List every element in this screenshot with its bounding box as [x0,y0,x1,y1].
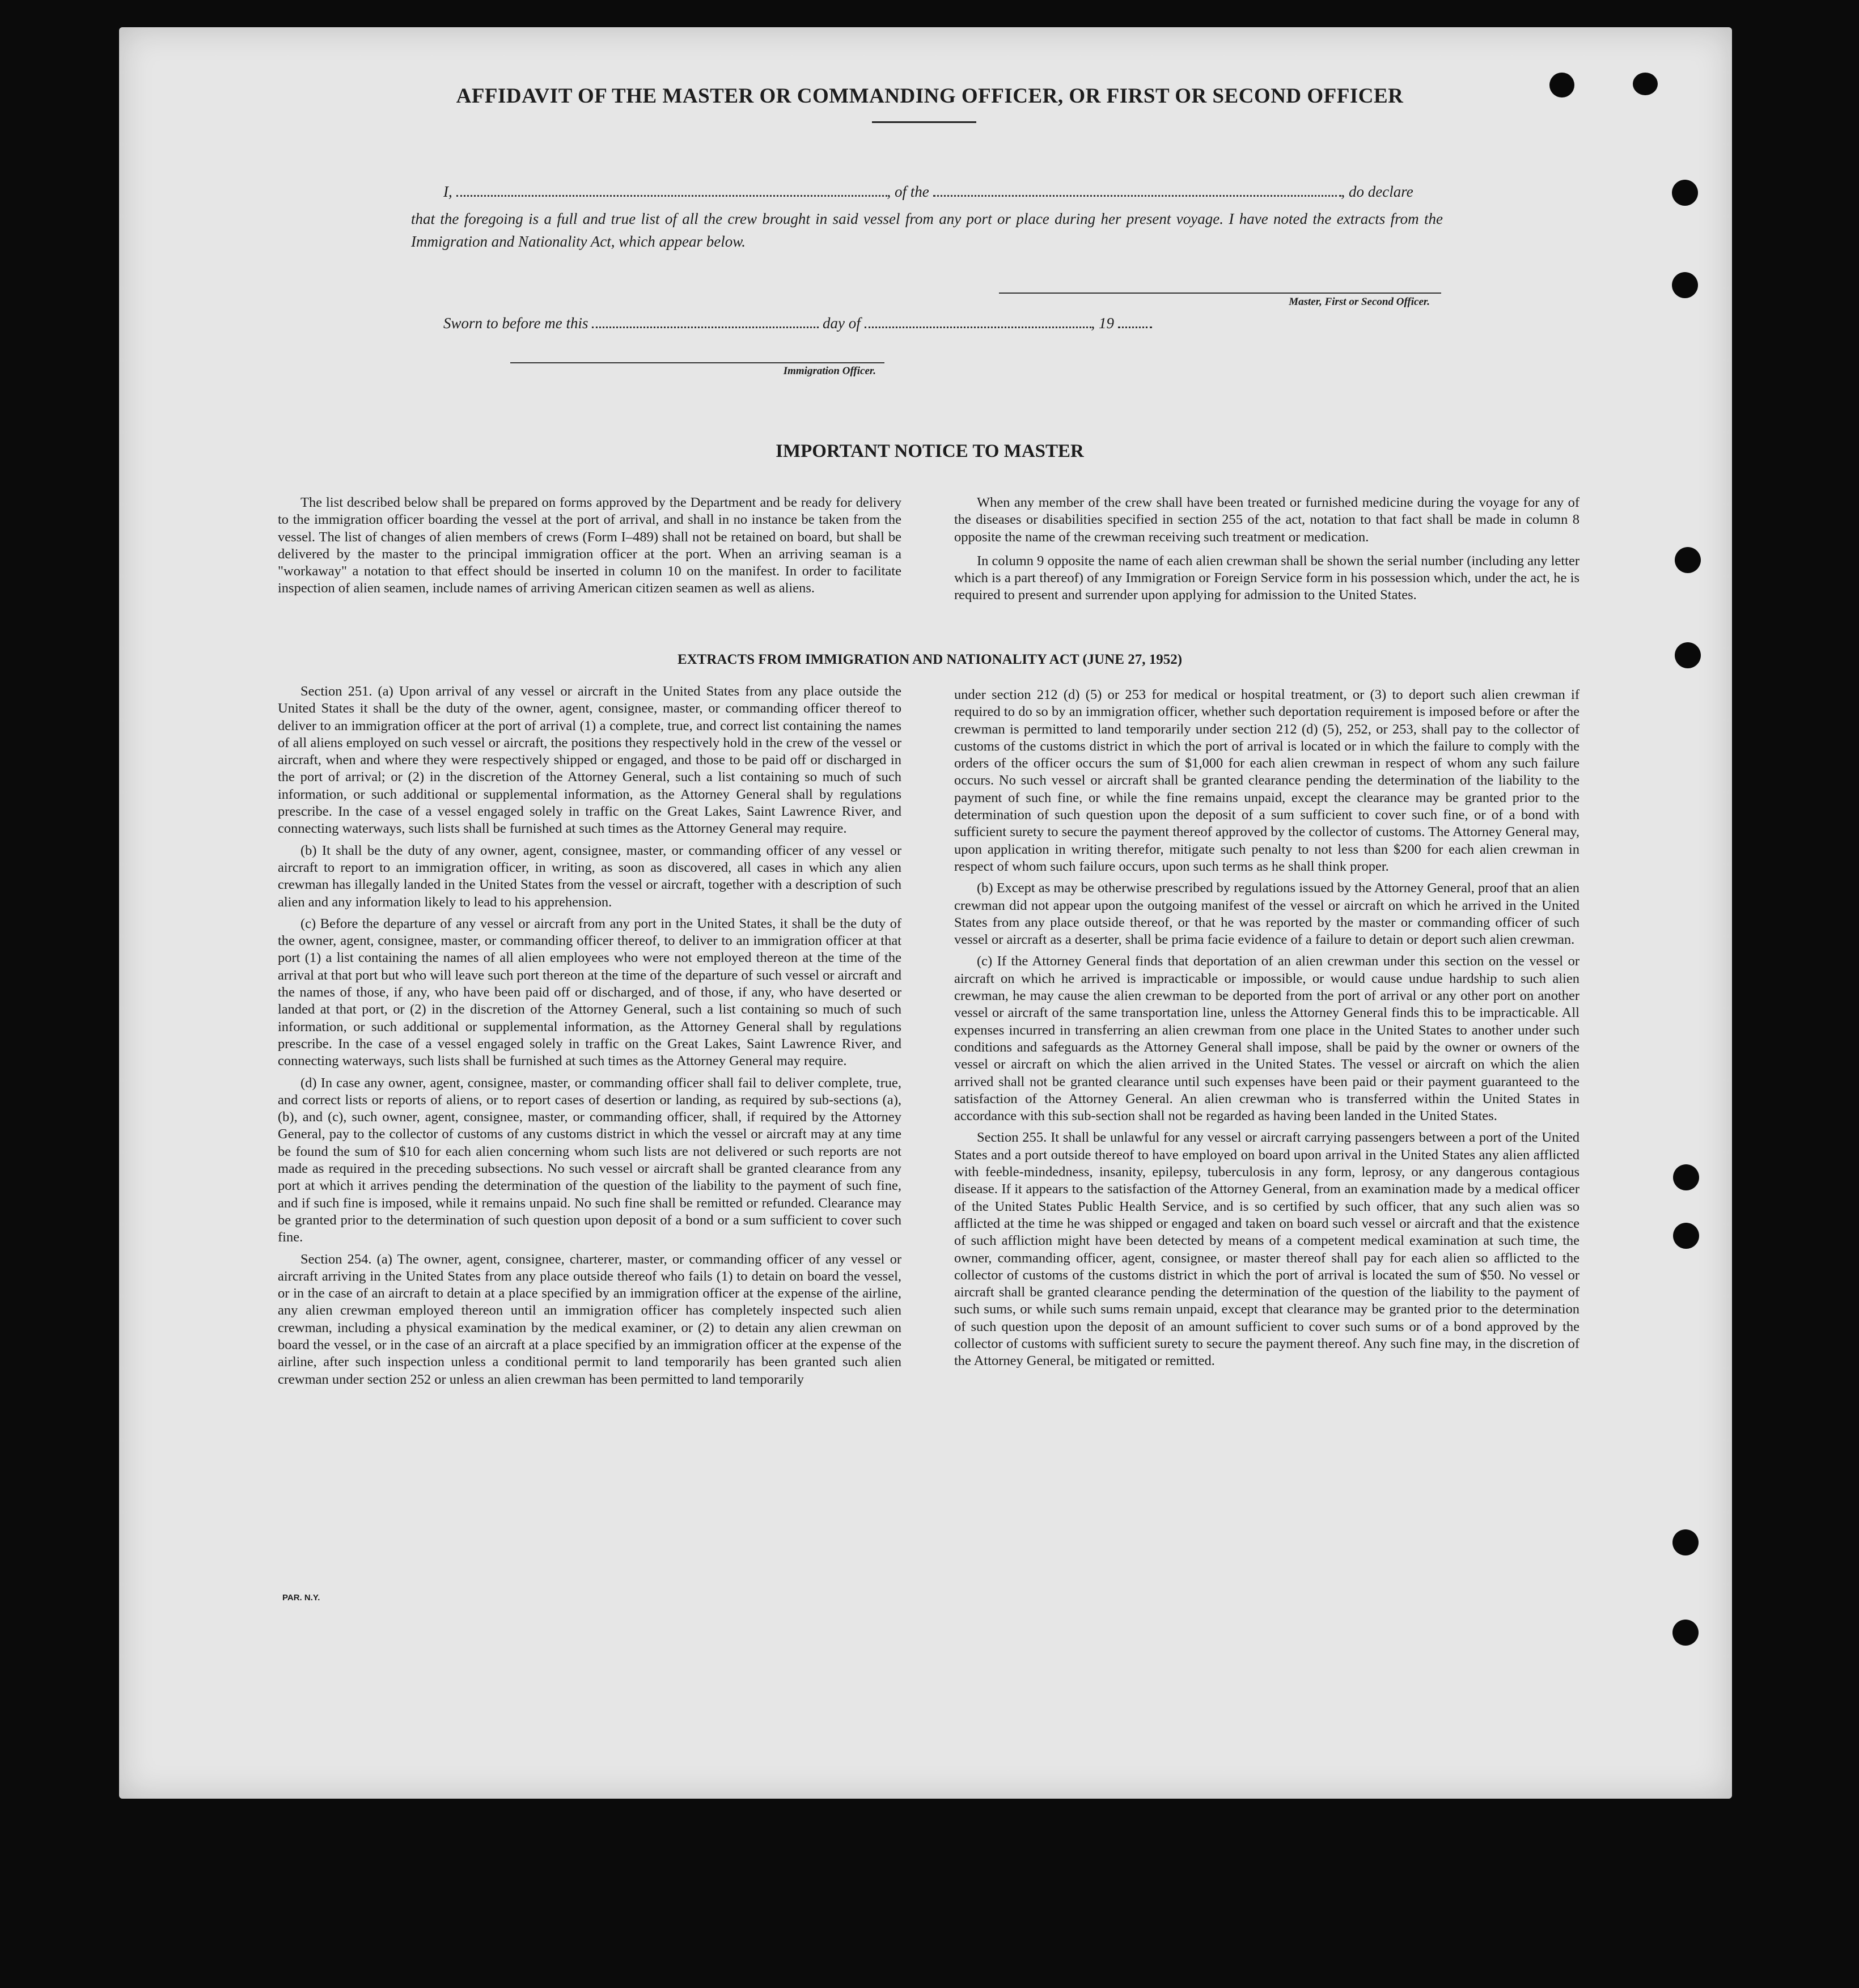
punch-hole-5 [1675,547,1701,573]
officer-signature-line[interactable] [510,362,884,363]
section-paragraph: (b) Except as may be otherwise prescribed by regulations issued by the Attorney General, proof that an alien crewman did not appear upon the outgoing manifest of the vessel or aircraft on which he arrived in the United States from any place outside thereof, or that he was reported by the master or commanding officer of such vessel or aircraft as a deserter, shall be prima facie evidence of a failure to detain or deport such alien crewman. [954,880,1579,948]
name-field[interactable] [456,183,887,197]
day-of-label: day of [823,315,861,332]
sworn-year-field[interactable] [1118,314,1152,328]
master-signature-line[interactable] [999,293,1441,294]
section-paragraph: under section 212 (d) (5) or 253 for medical or hospital treatment, or (3) to deport such alien crewman if required to do so by an immigration officer, whether such deportation requirement is imposed before or after the crewman is permitted to land temporarily under section 212 (d) (5), 252, or 253, shall pay to the collector of customs of the customs district in which the port of arrival is located or in which the failure to comply with the orders of the officer occurs the sum of $1,000 for each alien crewman in respect of whom any such failure occurs. No such vessel or aircraft shall be granted clearance pending the determination of the liability to the payment of such fine, or while the fine remains unpaid, except the clearance may be granted prior to the determination of such question upon the deposit of a sum sufficient to cover such fine, or of a bond with sufficient surety to secure the payment thereof approved by the collector of customs. The Attorney General may, upon application in writing therefor, mitigate such penalty to not less than $200 for each alien crewman in respect of whom such failure occurs, upon such terms as he shall think proper. [954,687,1579,874]
title-divider [872,121,976,123]
notice-paragraph: The list described below shall be prepared on forms approved by the Department and be ready for delivery to the immigration officer boarding the vessel at the port of arrival, and shall in no instance be taken from the vessel. The list of changes of alien members of crews (Form I–489) shall not be retained on board, but shall be delivered by the master to the principal immigration officer at the port. When an arriving seaman is a "workaway" a notation to that effect should be inserted in column 10 on the manifest. In order to facilitate inspection of alien seamen, include names of arriving American citizen seamen as well as aliens. [278,495,901,596]
section-paragraph: Section 255. It shall be unlawful for any vessel or aircraft carrying passengers between a port of the United States and a port outside thereof to have employed on board upon arrival in the United States any alien afflicted with feeble-mindedness, insanity, epilepsy, tuberculosis in any form, leprosy, or any dangerous contagious disease. If it appears to the satisfaction of the Attorney General, from an examination made by a medical officer of the United States Public Health Service, and is so certified by such officer, that any such alien was so afflicted at the time he was shipped or engaged and taken on board such vessel or aircraft and that the existence of such affliction might have been detected by means of a competent medical examination at such time, the owner, commanding officer, agent, consignee, or master thereof shall pay for each alien so afflicted to the collector of customs of the customs district in which the port of arrival is located the sum of $50. No vessel or aircraft shall be granted clearance pending the determination of the question of the liability to the payment of such sums, or while such sums remain unpaid, except that clearance may be granted prior to the determination of such question upon the deposit of an amount sufficient to cover such sums or of a bond approved by the collector of customs with sufficient surety to secure the payment thereof. Any such fine may, in the discretion of the Attorney General, be mitigated or remitted. [954,1130,1579,1369]
officer-signature-label: Immigration Officer. [783,365,876,377]
punch-hole-10 [1672,1620,1699,1646]
punch-hole-6 [1675,642,1701,668]
punch-hole-2 [1633,73,1658,95]
notice-title: IMPORTANT NOTICE TO MASTER [776,441,1084,461]
extracts-right-column [954,686,1579,1370]
notice-right-column [954,494,1579,604]
sworn-day-field[interactable] [592,314,819,328]
notice-left-column [278,494,901,597]
year-label: , 19 [1091,315,1114,332]
extracts-left-column [278,683,901,1388]
master-signature-label: Master, First or Second Officer. [1289,296,1430,308]
sworn-month-field[interactable] [865,314,1091,328]
affidavit-statement: that the foregoing is a full and true list of all the crew brought in said vessel from any port or place during her present voyage. I have noted the extracts from the Immigration and Nationality Act, which appear below. [411,210,1443,250]
sworn-line [443,312,1237,334]
notice-paragraph: In column 9 opposite the name of each alien crewman shall be shown the serial number (including any letter which is a part thereof) of any Immigration or Foreign Service form in his possession which, under the act, he is required to present and surrender upon applying for admission to the United States. [954,553,1579,603]
do-declare-label: , do declare [1341,183,1413,200]
notice-paragraph: When any member of the crew shall have been treated or furnished medicine during the voyage for any of the diseases or disabilities specified in section 255 of the act, notation to that fact shall be made in column 8 opposite the name of the crewman receiving such treatment or medication. [954,495,1579,545]
sworn-label: Sworn to before me this [443,315,588,332]
declaration-line [443,180,1509,203]
punch-hole-3 [1672,180,1698,206]
section-paragraph: Section 251. (a) Upon arrival of any vessel or aircraft in the United States from any place outside the United States it shall be the duty of the owner, agent, consignee, master, or commanding officer thereof to deliver to an immigration officer at the port of arrival (1) a complete, true, and correct list containing the names of all aliens employed on such vessel or aircraft, the positions they respectively hold in the crew of the vessel or aircraft, when and where they were respectively shipped or engaged, and those to be paid off or discharged in the port of arrival; or (2) in the discretion of the Attorney General, such a list containing so much of such information, or such additional or supplemental information, as the Attorney General shall by regulations prescribe. In the case of a vessel engaged solely in traffic on the Great Lakes, Saint Lawrence River, and connecting waterways, such lists shall be furnished at such times as the Attorney General may require. [278,684,901,837]
of-the-label: , of the [887,183,929,200]
punch-hole-4 [1672,272,1698,298]
section-paragraph: (c) If the Attorney General finds that deportation of an alien crewman under this section on the vessel or aircraft on which he arrived is impracticable or impossible, or would cause undue hardship to such alien crewman, he may cause the alien crewman to be deported from the port of arrival or any other port on another vessel or aircraft of the same transportation line, unless the Attorney General finds this to be impracticable. All expenses incurred in transferring an alien crewman from one place in the United States to another under such conditions and safeguards as the Attorney General shall impose, shall be paid by the owner or owners of the vessel or aircraft on which the alien arrived in the United States. The vessel or aircraft on which the alien arrived shall not be granted clearance until such expenses have been paid or their payment guaranteed to the satisfaction of the Attorney General. An alien crewman who is transferred within the United States in accordance with this sub-section shall not be regarded as having been landed in the United States. [954,953,1579,1124]
punch-hole-1 [1549,73,1574,98]
section-paragraph: (b) It shall be the duty of any owner, agent, consignee, master, or commanding officer of any vessel or aircraft to report to an immigration officer, in writing, as soon as discovered, all cases in which any alien crewman has illegally landed in the United States from the vessel or aircraft, together with a description of such alien and any information likely to lead to his apprehension. [278,842,901,910]
punch-hole-8 [1673,1223,1699,1249]
section-paragraph: (d) In case any owner, agent, consignee, master, or commanding officer shall fail to deliver complete, true, and correct lists or reports of aliens, or to report cases of desertion or landing, as required by sub-sections (a), (b), and (c), such owner, agent, consignee, master, or commanding officer, shall, if required by the Attorney General, pay to the collector of customs of any customs district in which the vessel or aircraft may at any time be found the sum of $10 for each alien concerning whom such lists are not delivered or such reports are not made as required in the preceding subsections. No such vessel or aircraft shall be granted clearance from any port at which it arrives pending the determination of the question of the liability to the payment of such fine, and if such fine is imposed, while it remains unpaid. No such fine shall be remitted or refunded. Clearance may be granted prior to the determination of such question upon deposit of a bond or a sum sufficient to cover such fine. [278,1075,901,1245]
punch-hole-9 [1672,1529,1699,1555]
i-label: I, [443,183,452,200]
section-paragraph: (c) Before the departure of any vessel or aircraft from any port in the United States, it shall be the duty of the owner, agent, consignee, master, or commanding officer thereof, to deliver to an immigration officer at that port (1) a list containing the names of all alien employees who were not employed thereon at the time of the arrival at that port but who will leave such port thereon at the time of the departure of such vessel or aircraft and the names of those, if any, who have been paid off or discharged, and of those, if any, who have deserted or landed at that port, or (2) in the discretion of the Attorney General, such a list containing so much of such information, or such additional or supplemental information, as the Attorney General shall by regulations prescribe. In the case of a vessel engaged solely in traffic on the Great Lakes, Saint Lawrence River, and connecting waterways, such lists shall be furnished at such times as the Attorney General may require. [278,915,901,1069]
printer-mark: PAR. N.Y. [282,1593,320,1603]
extracts-title: EXTRACTS FROM IMMIGRATION AND NATIONALITY ACT (JUNE 27, 1952) [677,652,1183,667]
punch-hole-7 [1673,1164,1699,1190]
vessel-field[interactable] [933,183,1341,197]
section-paragraph: Section 254. (a) The owner, agent, consignee, charterer, master, or commanding officer of any vessel or aircraft arriving in the United States from any place outside thereof who fails (1) to detain on board the vessel, or in the case of an aircraft to detain at a place specified by an immigration officer at the expense of the airline, any alien crewman employed thereon until an immigration officer has completely inspected such alien crewman, including a physical examination by the medical examiner, or (2) to detain any alien crewman on board the vessel, or in the case of an aircraft at a place specified by an immigration officer at the expense of the airline, after such inspection unless a conditional permit to land temporarily has been granted such alien crewman under section 252 or unless an alien crewman has been permitted to land temporarily [278,1251,901,1387]
affidavit-title: AFFIDAVIT OF THE MASTER OR COMMANDING OFFICER, OR FIRST OR SECOND OFFICER [456,84,1404,108]
